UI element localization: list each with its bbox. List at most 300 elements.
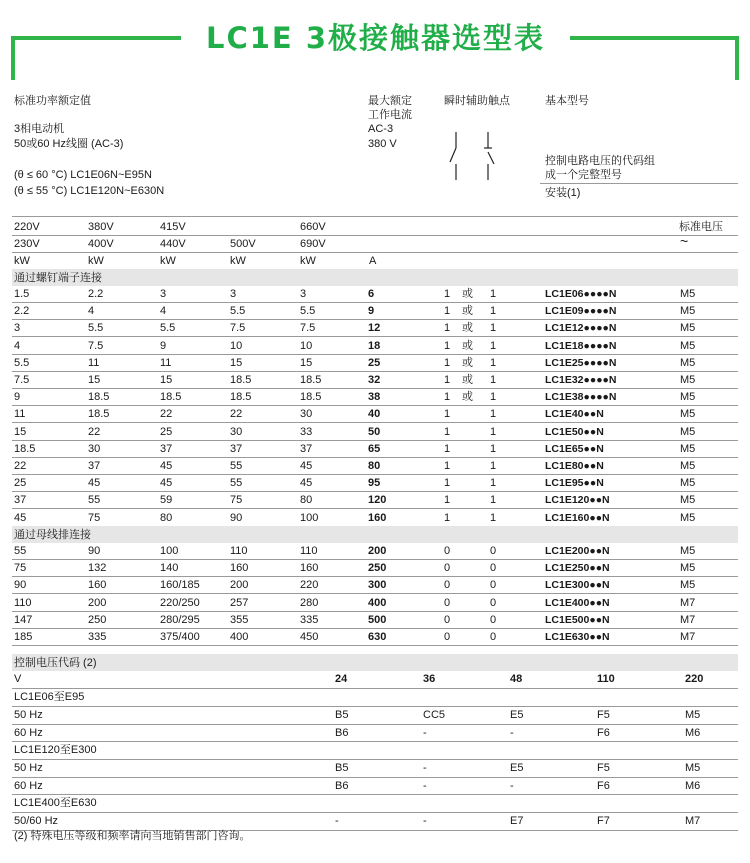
cell-p415: 9 [160,339,167,352]
cell-p500: 55 [230,477,243,490]
volt-380: 380V [88,221,114,233]
unit-a: A [369,255,377,267]
cell-current: 500 [368,613,387,626]
control-code-row [12,760,738,778]
control-code: B6 [335,779,349,792]
cell-p220: 18.5 [14,442,36,455]
table-row [12,560,738,577]
cell-p380: 18.5 [88,391,110,404]
cell-p500: 7.5 [230,322,246,335]
cell-p380: 45 [88,477,101,490]
cell-p660: 37 [300,442,313,455]
table-row [12,629,738,646]
control-code-line2: 成一个完整型号 [545,169,622,181]
control-frequency: 50/60 Hz [14,815,59,827]
unit-kw-4: kW [230,255,246,267]
cell-current: 65 [368,442,381,455]
volt-690: 690V [300,238,326,250]
cell-aux-nc: 0 [490,613,497,626]
cell-p500: 5.5 [230,305,246,318]
cell-model: LC1E38●●●●N [545,391,617,404]
cell-install: M5 [680,339,696,352]
cell-p220: 1.5 [14,288,30,300]
cell-aux-nc: 0 [490,545,497,557]
cell-model: LC1E80●●N [545,460,604,472]
cell-model: LC1E160●●N [545,511,610,524]
cell-current: 95 [368,477,381,490]
cell-p500: 200 [230,579,249,592]
cell-p500: 90 [230,511,243,524]
cell-aux-nc: 1 [490,425,497,438]
control-code: F5 [597,709,610,721]
control-code: - [335,815,339,827]
cell-aux-no: 0 [444,579,451,592]
cell-model: LC1E400●●N [545,596,610,609]
motor-line1: 3相电动机 [14,123,65,135]
control-v-label: V [14,673,22,685]
cell-aux-nc: 1 [490,511,497,524]
cell-aux-nc: 1 [490,494,497,507]
frame-top-right [570,36,739,40]
control-voltage-row [12,671,738,689]
cell-p415: 375/400 [160,631,200,643]
control-code: M6 [685,779,701,792]
control-code: F6 [597,779,610,792]
cell-aux-no: 1 [444,408,451,421]
control-voltage: 48 [510,673,523,685]
cell-p500: 18.5 [230,391,252,404]
cell-p220: 110 [14,596,32,609]
cell-aux-or: 或 [462,374,473,386]
cell-current: 25 [368,356,381,369]
cell-p220: 11 [14,408,26,421]
cell-p660: 30 [300,408,313,421]
temp-line1: (θ ≤ 60 °C) LC1E06N~E95N [14,169,152,181]
cell-p500: 10 [230,339,243,352]
unit-kw-1: kW [14,255,30,267]
control-group-row [12,795,738,813]
cell-p380: 2.2 [88,288,104,300]
header-divider [540,183,738,184]
table-row [12,286,738,303]
cell-current: 18 [368,339,381,352]
cell-current: 300 [368,579,387,592]
unit-top-rule [12,252,738,253]
table-row [12,441,738,458]
cell-p415: 18.5 [160,391,182,404]
cell-aux-no: 1 [444,305,451,318]
cell-model: LC1E50●●N [545,425,604,438]
cell-p380: 160 [88,579,107,592]
cell-p500: 37 [230,442,243,455]
cell-aux-no: 1 [444,374,451,386]
cell-p660: 160 [300,562,319,575]
footnote: (2) 特殊电压等级和频率请向当地销售部门咨询。 [14,830,251,842]
cell-p380: 4 [88,305,95,318]
cell-p500: 15 [230,356,243,369]
cell-model: LC1E65●●N [545,442,604,455]
table-row [12,406,738,423]
control-code: B6 [335,726,349,739]
volt-500: 500V [230,238,256,250]
cell-aux-no: 0 [444,596,451,609]
cell-p380: 11 [88,356,100,369]
volt-top-rule [12,216,738,217]
cell-install: M5 [680,408,696,421]
control-code-row [12,725,738,743]
cell-aux-or: 或 [462,305,473,318]
max-current-line2: 工作电流 [368,109,412,121]
cell-p415: 4 [160,305,167,318]
cell-install: M5 [680,374,696,386]
volt-415: 415V [160,221,186,233]
cell-p660: 18.5 [300,374,322,386]
cell-aux-nc: 1 [490,460,497,472]
control-voltage: 36 [423,673,436,685]
unit-kw-3: kW [160,255,176,267]
control-band [12,654,738,671]
cell-p415: 80 [160,511,173,524]
cell-aux-or: 或 [462,322,473,335]
table-row [12,303,738,320]
control-code-row [12,813,738,831]
cell-p380: 18.5 [88,408,110,421]
cell-aux-no: 1 [444,322,451,335]
cell-install: M5 [680,511,696,524]
volt-mid-rule [12,235,738,236]
cell-aux-or: 或 [462,288,473,300]
temp-line2: (θ ≤ 55 °C) LC1E120N~E630N [14,185,165,197]
cell-p220: 15 [14,425,27,438]
cell-aux-no: 1 [444,288,451,300]
unit-kw-2: kW [88,255,104,267]
table-row [12,424,738,441]
cell-p220: 3 [14,322,21,335]
cell-current: 6 [368,288,375,300]
aux-contacts-label: 瞬时辅助触点 [444,95,510,107]
cell-current: 40 [368,408,381,421]
cell-model: LC1E32●●●●N [545,374,617,386]
cell-p415: 140 [160,562,179,575]
cell-p660: 280 [300,596,319,609]
cell-p220: 75 [14,562,27,575]
control-voltage: 220 [685,673,704,685]
cell-p415: 15 [160,374,173,386]
cell-p220: 185 [14,631,33,643]
cell-install: M5 [680,356,696,369]
install-label: 安装(1) [545,187,581,199]
cell-p220: 9 [14,391,21,404]
cell-current: 250 [368,562,387,575]
cell-model: LC1E18●●●●N [545,339,617,352]
control-code: B5 [335,709,349,721]
cell-aux-nc: 1 [490,339,497,352]
cell-p660: 3 [300,288,307,300]
cell-p415: 45 [160,477,173,490]
cell-p220: 147 [14,613,33,626]
cell-model: LC1E09●●●●N [545,305,617,318]
cell-aux-nc: 1 [490,322,497,335]
max-current-line3: AC-3 [368,123,394,135]
cell-p660: 7.5 [300,322,316,335]
table-row [12,543,738,560]
cell-aux-nc: 0 [490,579,497,592]
control-frequency: 50 Hz [14,709,43,721]
cell-install: M5 [680,545,696,557]
cell-p380: 335 [88,631,107,643]
cell-p220: 7.5 [14,374,30,386]
control-code: F5 [597,762,610,774]
cell-p660: 80 [300,494,313,507]
cell-install: M5 [680,477,696,490]
cell-p415: 25 [160,425,173,438]
cell-install: M5 [680,494,696,507]
cell-p220: 55 [14,545,27,557]
cell-p415: 100 [160,545,179,557]
control-code: - [423,762,427,774]
cell-p220: 4 [14,339,21,352]
cell-p415: 45 [160,460,173,472]
cell-current: 38 [368,391,381,404]
cell-p500: 22 [230,408,243,421]
cell-p380: 37 [88,460,101,472]
cell-current: 200 [368,545,387,557]
cell-aux-nc: 0 [490,631,497,643]
control-code: - [423,779,427,792]
cell-p380: 15 [88,374,101,386]
cell-p380: 30 [88,442,101,455]
cell-install: M5 [680,305,696,318]
cell-p220: 37 [14,494,27,507]
cell-aux-no: 0 [444,613,451,626]
cell-current: 80 [368,460,381,472]
control-frequency: 60 Hz [14,779,43,792]
control-group-name: LC1E06至E95 [14,691,85,703]
volt-220: 220V [14,221,40,233]
cell-p660: 450 [300,631,319,643]
cell-aux-no: 1 [444,442,451,455]
control-code: M6 [685,726,701,739]
control-code: E7 [510,815,524,827]
cell-p415: 59 [160,494,173,507]
cell-p500: 400 [230,631,249,643]
cell-p660: 220 [300,579,319,592]
cell-install: M7 [680,631,696,643]
cell-p415: 37 [160,442,173,455]
cell-aux-no: 0 [444,545,451,557]
unit-kw-5: kW [300,255,316,267]
section-screw-title: 通过螺钉端子连接 [14,272,102,284]
control-code: - [510,779,514,792]
cell-aux-nc: 1 [490,305,497,318]
cell-p660: 18.5 [300,391,322,404]
table-row [12,372,738,389]
table-row [12,577,738,594]
title-zone [0,0,750,82]
cell-install: M7 [680,613,696,626]
cell-aux-nc: 0 [490,596,497,609]
cell-p380: 250 [88,613,107,626]
control-code: M5 [685,709,701,721]
cell-model: LC1E200●●N [545,545,610,557]
table-row [12,320,738,337]
cell-aux-or: 或 [462,356,473,369]
cell-aux-no: 1 [444,391,451,404]
cell-p660: 100 [300,511,319,524]
control-code-line1: 控制电路电压的代码组 [545,155,655,167]
cell-model: LC1E25●●●●N [545,356,617,369]
cell-p380: 75 [88,511,101,524]
cell-aux-nc: 1 [490,288,497,300]
cell-aux-no: 1 [444,356,451,369]
base-model-label: 基本型号 [545,95,589,107]
cell-install: M5 [680,288,696,300]
cell-p500: 55 [230,460,243,472]
cell-p415: 3 [160,288,167,300]
cell-p380: 132 [88,562,107,575]
control-code: E5 [510,709,524,721]
volt-230: 230V [14,238,40,250]
cell-model: LC1E630●●N [545,631,610,643]
section-busbar-title: 通过母线排连接 [14,529,91,541]
table-row [12,389,738,406]
cell-p380: 5.5 [88,322,104,335]
cell-p220: 45 [14,511,27,524]
aux-contact-symbol-icon [446,128,506,184]
cell-aux-no: 1 [444,477,451,490]
cell-install: M5 [680,562,696,575]
rated-power-label: 标准功率额定值 [14,95,91,107]
cell-aux-no: 1 [444,494,451,507]
cell-p220: 2.2 [14,305,30,318]
cell-current: 50 [368,425,381,438]
cell-p500: 110 [230,545,248,557]
cell-aux-or: 或 [462,339,473,352]
cell-p660: 5.5 [300,305,316,318]
table-row [12,492,738,509]
control-group-row [12,742,738,760]
cell-aux-nc: 1 [490,442,497,455]
cell-install: M5 [680,460,696,472]
std-voltage-label: 标准电压 [679,221,723,233]
ac-symbol-icon: ~ [680,233,689,249]
cell-aux-nc: 1 [490,374,497,386]
cell-install: M5 [680,391,696,404]
cell-p220: 5.5 [14,356,30,369]
table-row [12,458,738,475]
control-group-name: LC1E120至E300 [14,744,97,756]
cell-p660: 335 [300,613,319,626]
page-title: LC1E 3极接触器选型表 [205,21,546,55]
cell-current: 9 [368,305,375,318]
cell-p500: 75 [230,494,243,507]
cell-aux-nc: 1 [490,477,497,490]
cell-current: 12 [368,322,381,335]
cell-aux-nc: 1 [490,356,497,369]
frame-top-left [11,36,181,40]
motor-line2: 50或60 Hz线圈 (AC-3) [14,138,124,150]
cell-p660: 10 [300,339,313,352]
cell-p660: 33 [300,425,313,438]
control-code: M7 [685,815,701,827]
cell-aux-no: 1 [444,339,451,352]
cell-p415: 11 [160,356,172,369]
cell-p500: 30 [230,425,243,438]
volt-660: 660V [300,221,326,233]
cell-p415: 5.5 [160,322,176,335]
control-group-row [12,689,738,707]
cell-p660: 110 [300,545,318,557]
cell-p415: 280/295 [160,613,200,626]
control-frequency: 60 Hz [14,726,43,739]
volt-400: 400V [88,238,114,250]
control-code: E5 [510,762,524,774]
cell-model: LC1E95●●N [545,477,604,490]
cell-p415: 220/250 [160,596,200,609]
max-current-line4: 380 V [368,138,397,150]
section-busbar-band [12,526,738,543]
table-row [12,355,738,372]
cell-aux-nc: 0 [490,562,497,575]
control-code: M5 [685,762,701,774]
cell-p660: 15 [300,356,313,369]
table-row [12,475,738,492]
table-row [12,510,738,527]
cell-p220: 22 [14,460,27,472]
control-title: 控制电压代码 (2) [14,657,97,669]
cell-current: 400 [368,596,387,609]
cell-p380: 200 [88,596,107,609]
cell-model: LC1E12●●●●N [545,322,617,335]
cell-model: LC1E40●●N [545,408,604,421]
section-screw-band [12,269,738,286]
cell-current: 120 [368,494,387,507]
cell-model: LC1E300●●N [545,579,610,592]
cell-aux-no: 1 [444,511,451,524]
cell-install: M7 [680,596,696,609]
control-code: CC5 [423,709,446,721]
cell-aux-or: 或 [462,391,473,404]
cell-p220: 25 [14,477,27,490]
cell-p500: 18.5 [230,374,252,386]
control-frequency: 50 Hz [14,762,43,774]
cell-aux-no: 1 [444,460,451,472]
cell-p500: 3 [230,288,237,300]
cell-install: M5 [680,425,696,438]
control-code: F6 [597,726,610,739]
cell-p380: 55 [88,494,101,507]
cell-current: 32 [368,374,381,386]
cell-p220: 90 [14,579,27,592]
cell-p500: 355 [230,613,249,626]
cell-aux-nc: 1 [490,408,497,421]
volt-440: 440V [160,238,186,250]
cell-aux-no: 0 [444,562,451,575]
control-code: - [423,815,427,827]
cell-aux-no: 1 [444,425,451,438]
cell-p660: 45 [300,460,313,472]
control-group-name: LC1E400至E630 [14,797,97,809]
control-code-row [12,778,738,796]
control-code: - [510,726,514,739]
control-code: - [423,726,427,739]
cell-current: 160 [368,511,387,524]
control-code: B5 [335,762,349,774]
cell-model: LC1E120●●N [545,494,610,507]
frame-left [11,36,15,80]
cell-install: M5 [680,322,696,335]
control-voltage: 110 [597,673,615,685]
